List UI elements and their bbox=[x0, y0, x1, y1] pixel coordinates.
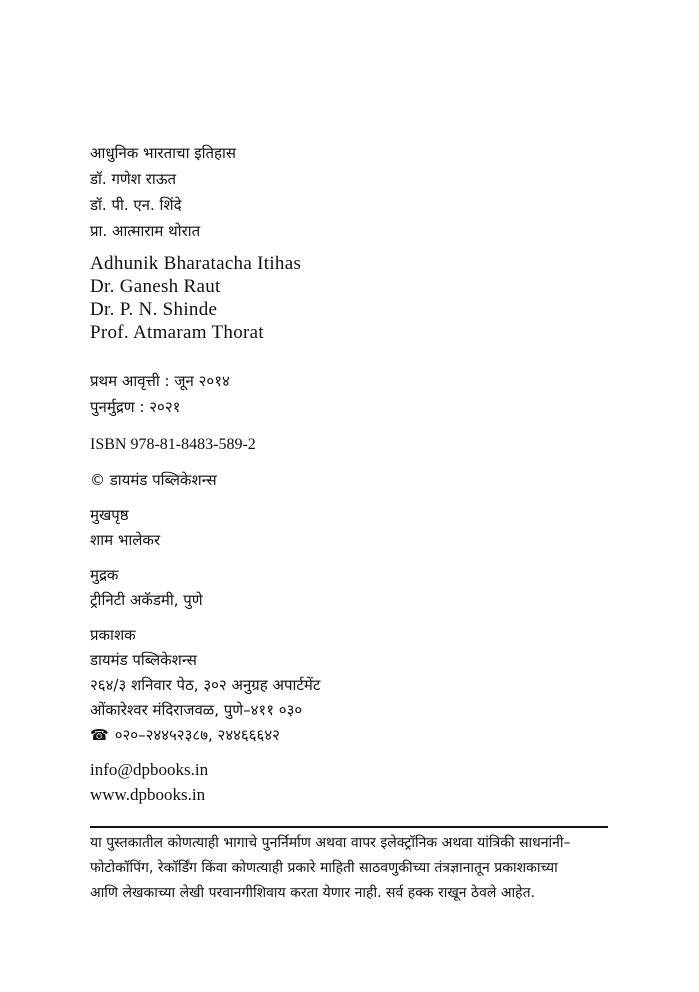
author-2-marathi: डॉ. पी. एन. शिंदे bbox=[90, 196, 182, 214]
printer-label: मुद्रक bbox=[90, 566, 119, 584]
book-title-english: Adhunik Bharatacha Itihas bbox=[90, 253, 302, 274]
rights-notice-line-2: फोटोकॉपिंग, रेकॉर्डिंग किंवा कोणत्याही प्रकारे माहिती साठवणुकीच्या तंत्रज्ञानातून प्रकाशकाच्या bbox=[90, 860, 558, 876]
divider bbox=[90, 826, 608, 828]
cover-label: मुखपृष्ठ bbox=[90, 506, 129, 524]
reprint: पुनर्मुद्रण : २०२१ bbox=[90, 398, 181, 416]
cover-artist: शाम भालेकर bbox=[90, 531, 161, 549]
phone-icon: ☎ bbox=[90, 726, 109, 744]
website[interactable]: www.dpbooks.in bbox=[90, 785, 206, 804]
book-title-marathi: आधुनिक भारताचा इतिहास bbox=[90, 144, 237, 162]
author-1-english: Dr. Ganesh Raut bbox=[90, 276, 221, 297]
author-3-english: Prof. Atmaram Thorat bbox=[90, 322, 264, 343]
publisher-phone: ०२०–२४४५२३८७, २४४६६६४२ bbox=[114, 726, 280, 744]
printer-name: ट्रीनिटी अकॅडमी, पुणे bbox=[90, 591, 203, 609]
email[interactable]: info@dpbooks.in bbox=[90, 760, 209, 779]
publisher-phone-line bbox=[90, 725, 280, 745]
rights-notice-line-1: या पुस्तकातील कोणत्याही भागाचे पुनर्निर्माण अथवा वापर इलेक्ट्रॉनिक अथवा यांत्रिकी साधनांनी– bbox=[90, 835, 571, 851]
publisher-address-1: २६४/३ शनिवार पेठ, ३०२ अनुग्रह अपार्टमेंट bbox=[90, 676, 321, 694]
copyright: © डायमंड पब्लिकेशन्स bbox=[90, 471, 217, 489]
publisher-name: डायमंड पब्लिकेशन्स bbox=[90, 651, 197, 669]
author-1-marathi: डॉ. गणेश राऊत bbox=[90, 170, 177, 188]
author-3-marathi: प्रा. आत्माराम थोरात bbox=[90, 222, 201, 240]
first-edition: प्रथम आवृत्ती : जून २०१४ bbox=[90, 372, 230, 390]
publisher-label: प्रकाशक bbox=[90, 626, 136, 644]
rights-notice-line-3: आणि लेखकाच्या लेखी परवानगीशिवाय करता येणार नाही. सर्व हक्क राखून ठेवले आहेत. bbox=[90, 885, 536, 901]
publisher-address-2: ओंकारेश्वर मंदिराजवळ, पुणे–४११ ०३० bbox=[90, 701, 303, 719]
isbn: ISBN 978-81-8483-589-2 bbox=[90, 436, 256, 453]
author-2-english: Dr. P. N. Shinde bbox=[90, 299, 218, 320]
